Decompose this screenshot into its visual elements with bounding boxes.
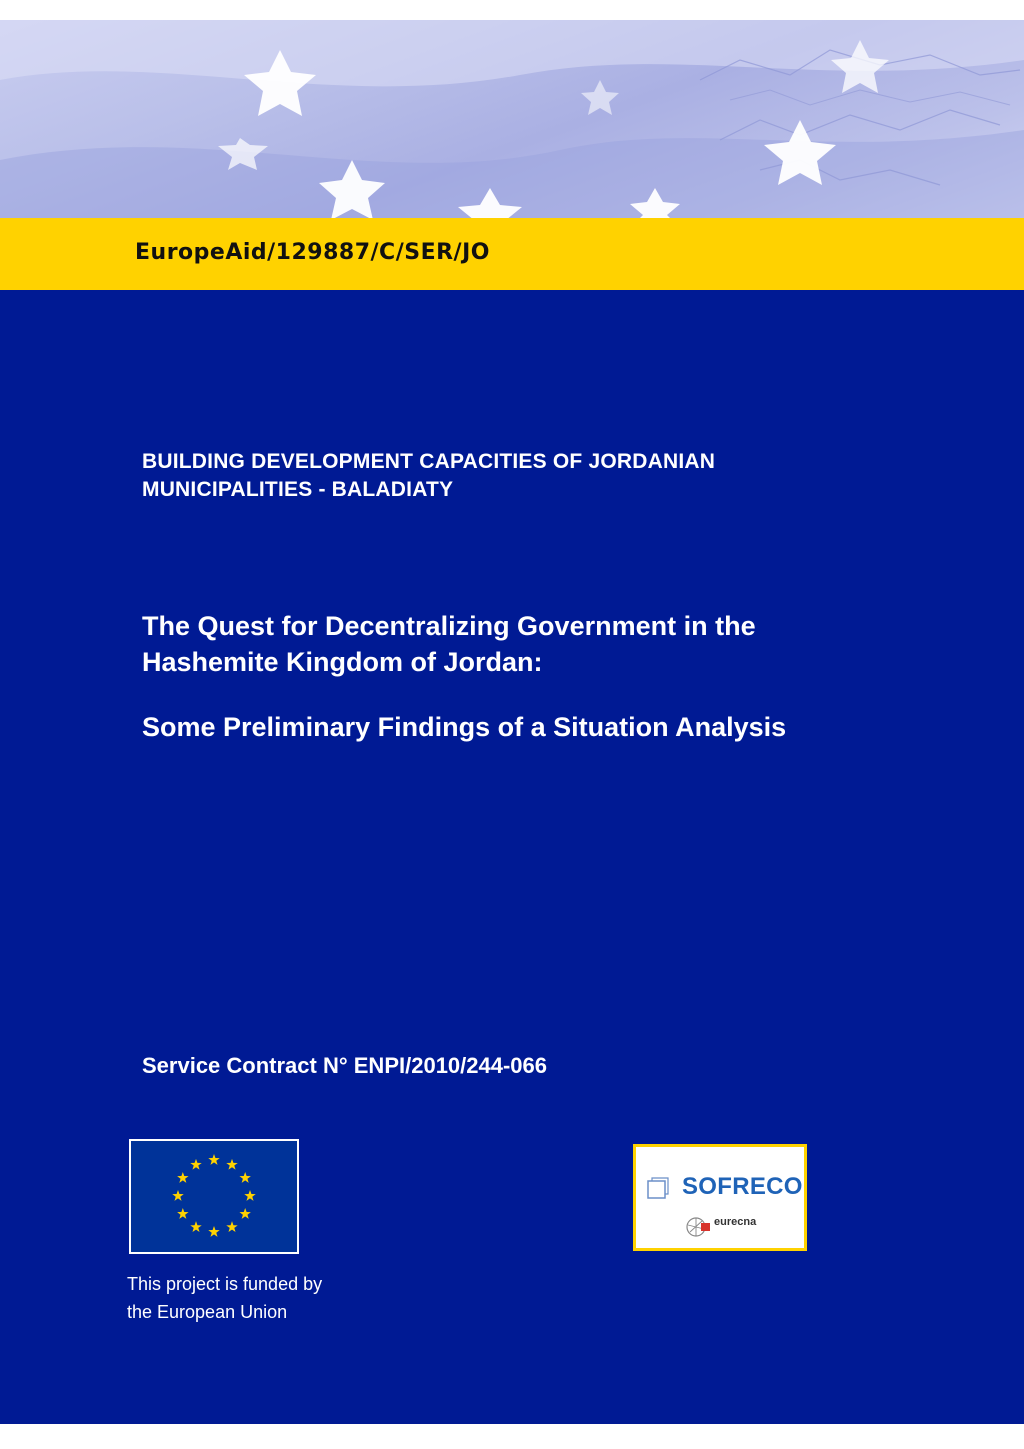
- programme-line-1: BUILDING DEVELOPMENT CAPACITIES OF JORDANIAN: [142, 450, 716, 473]
- funding-line-1: This project is funded by: [127, 1274, 323, 1294]
- eu-star-2: [226, 1159, 237, 1170]
- eu-stars-icon: [131, 1141, 297, 1252]
- partner-logo: [633, 1144, 807, 1251]
- eu-star-11: [177, 1172, 188, 1183]
- eu-star-3: [239, 1172, 250, 1183]
- service-contract: Service Contract N° ENPI/2010/244-066: [142, 1053, 548, 1078]
- eu-star-12: [190, 1159, 201, 1170]
- eu-star-1: [208, 1154, 219, 1165]
- funding-line-2: the European Union: [127, 1302, 288, 1322]
- header-banner: [0, 20, 1024, 218]
- eu-star-6: [226, 1221, 237, 1232]
- programme-name: [142, 448, 882, 504]
- eu-star-4: [244, 1190, 255, 1201]
- reference-number: EuropeAid/129887/C/SER/JO: [135, 240, 490, 265]
- eu-star-9: [177, 1208, 188, 1219]
- title-line-1: The Quest for Decentralizing Government in the: [142, 611, 756, 641]
- sofreco-logo-icon: [646, 1177, 670, 1201]
- document-title: [142, 608, 902, 680]
- eu-star-5: [239, 1208, 250, 1219]
- eu-star-8: [190, 1221, 201, 1232]
- eurecna-logo-icon: [684, 1215, 712, 1239]
- document-subtitle: Some Preliminary Findings of a Situation Analysis: [142, 712, 787, 742]
- title-line-2: Hashemite Kingdom of Jordan:: [142, 647, 543, 677]
- eu-star-7: [208, 1226, 219, 1237]
- eurecna-name: eurecna: [714, 1216, 757, 1228]
- eu-flag-icon: [129, 1139, 299, 1254]
- eu-star-10: [172, 1190, 183, 1201]
- funding-note: [127, 1270, 387, 1326]
- sofreco-name: SOFRECO: [682, 1173, 803, 1200]
- eu-flag-and-map-icon: [0, 20, 1024, 218]
- programme-line-2: MUNICIPALITIES - BALADIATY: [142, 478, 454, 501]
